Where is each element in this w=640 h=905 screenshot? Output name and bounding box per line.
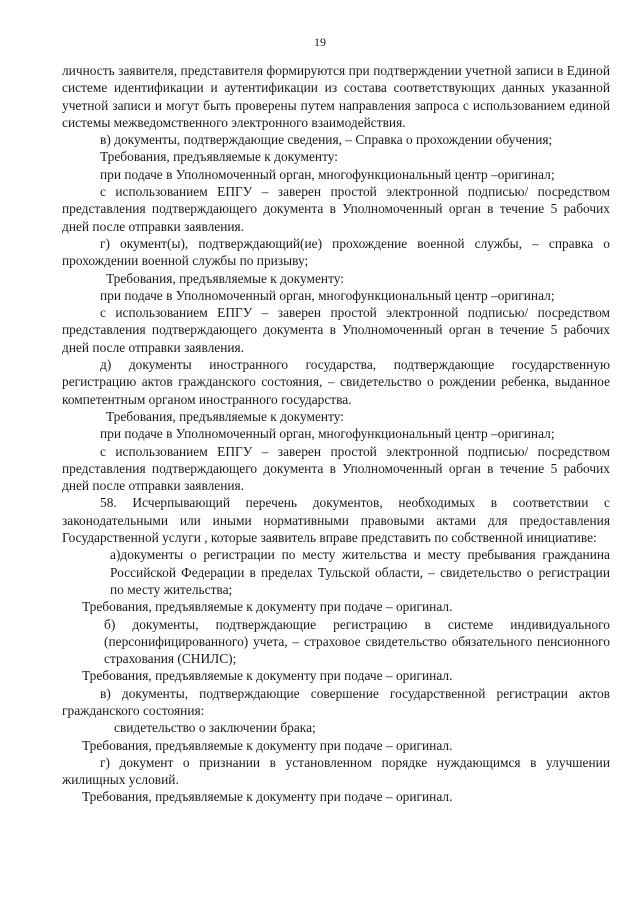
paragraph: в) документы, подтверждающие сведения, – Справка о прохождении обучения; — [100, 132, 553, 148]
paragraph: Требования, предъявляемые к документу: — [106, 408, 345, 424]
document-body — [62, 62, 610, 806]
paragraph: в) документы, подтверждающие совершение государственной регистрации актов гражданского состояния: — [62, 685, 610, 718]
paragraph: при подаче в Уполномоченный орган, многофункциональный центр –оригинал; — [100, 426, 555, 442]
paragraph: с использованием ЕПГУ – заверен простой электронной подписью/ посредством представления подтверждающего документа в Уполномоченный орган в течение 5 рабочих дней после отправки заявления. — [62, 184, 610, 234]
paragraph: личность заявителя, представителя формируются при подтверждении учетной записи в Единой системе идентификации и аутентификации из состава соответствующих данных указанной учетной записи и могут быть проверены путем направления запроса с использованием единой системы межведомственного электронного взаимодействия. — [62, 63, 610, 130]
paragraph: Требования, предъявляемые к документу при подаче – оригинал. — [82, 737, 453, 753]
paragraph: Требования, предъявляемые к документу: — [106, 270, 345, 286]
paragraph: при подаче в Уполномоченный орган, многофункциональный центр –оригинал; — [100, 287, 555, 303]
paragraph: Требования, предъявляемые к документу при подаче – оригинал. — [82, 599, 453, 615]
paragraph: г) документ о признании в установленном порядке нуждающимся в улучшении жилищных условий. — [62, 754, 610, 788]
paragraph: г) окумент(ы), подтверждающий(ие) прохождение военной службы, – справка о прохождении военной службы по призыву; — [62, 235, 610, 269]
paragraph: с использованием ЕПГУ – заверен простой электронной подписью/ посредством представления подтверждающего документа в Уполномоченный орган в течение 5 рабочих дней после отправки заявления. — [62, 443, 610, 494]
page-number: 19 — [314, 35, 326, 49]
list-item: б) документы, подтверждающие регистрацию в системе индивидуального (персонифицированного) учета, – страховое свидетельство обязательного пенсионного страхования (СНИЛС); — [104, 616, 610, 667]
paragraph: свидетельство о заключении брака; — [114, 720, 316, 736]
list-item: а)документы о регистрации по месту жительства и месту пребывания гражданина Российской Федерации в пределах Тульской области, – свидетельство о регистрации по месту жительства; — [110, 547, 610, 597]
paragraph: Требования, предъявляемые к документу при подаче – оригинал. — [82, 789, 453, 805]
paragraph: при подаче в Уполномоченный орган, многофункциональный центр –оригинал; — [100, 166, 555, 182]
paragraph: с использованием ЕПГУ – заверен простой электронной подписью/ посредством представления подтверждающего документа в Уполномоченный орган в течение 5 рабочих дней после отправки заявления. — [62, 305, 610, 355]
paragraph: д) документы иностранного государства, подтверждающие государственную регистрацию актов гражданского состояния, – свидетельство о рождении ребенка, выданное компетентным органом иностранного государства. — [62, 357, 610, 407]
paragraph: Требования, предъявляемые к документу: — [100, 149, 339, 165]
paragraph: 58. Исчерпывающий перечень документов, необходимых в соответствии с законодательными или иными нормативными правовыми актами для предоставления Государственной услуги , которые заявитель вправе представить по собственной инициативе: — [62, 495, 610, 546]
paragraph: Требования, предъявляемые к документу при подаче – оригинал. — [82, 668, 453, 684]
